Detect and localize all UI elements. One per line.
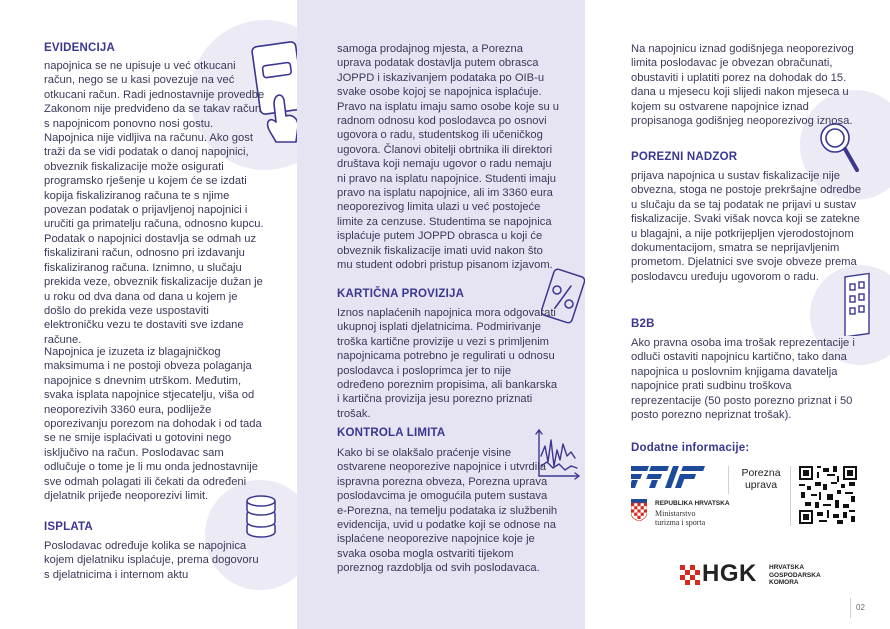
hgk-subtitle-line1: HRVATSKA xyxy=(769,564,805,571)
page-number-divider xyxy=(850,598,851,618)
heading-kontrola-limita: KONTROLA LIMITA xyxy=(337,427,446,439)
porezna-uprava-line1: Porezna xyxy=(741,467,781,479)
croatian-coat-of-arms-icon xyxy=(631,499,647,521)
column-middle xyxy=(297,0,585,629)
hgk-subtitle xyxy=(769,564,821,587)
hgk-checkerboard-icon xyxy=(680,565,700,585)
column-left xyxy=(0,0,297,629)
ministarstvo-line1: Ministarstvo xyxy=(655,509,696,518)
porezna-uprava-logo xyxy=(739,467,783,491)
porezna-uprava-line2: uprava xyxy=(744,479,778,491)
hgk-subtitle-line2: GOSPODARSKA xyxy=(769,571,821,579)
paragraph-napojnica-izuzeta: Napojnica je izuzeta iz blagajničkog maksimuma i ne postoji obveza polaganja napojnice s dnevnim utrškom. Međutim, svaka isplata napojnice stjecatelju, viša od neoporezivih 3360 eura, podliježe oporezivanju porezom na dohodak i od tada se ne smije isplaćivati u gotovini nego isključivo na račun. Poslodavac sam odlučuje o tome je li mu onda jednostavnije sve odmah polagati ili čekati da određeni djelatnik prijeđe neoporezivi limit. xyxy=(44,346,262,503)
ministarstvo-label xyxy=(655,509,705,527)
paragraph-porez-iznad-limita: Na napojnicu iznad godišnjega neoporezivog limita poslodavac je obvezan obračunati, obustaviti i uplatiti porez na dohodak do 15. dana u mjesecu koji slijedi nakon mjeseca u kojem su ostvarene napojnice iznad propisanoga godišnjeg neoporezivog iznosa. xyxy=(631,43,854,128)
hgk-subtitle-line3: KOMORA xyxy=(769,579,799,586)
paragraph-porezni-nadzor: prijava napojnica u sustav fiskalizacije nije obvezna, stoga ne postoje prekršajne odredbe u slučaju da se taj podatak ne prijavi u sustav fiskalizacije. Svaki višak novca koji se zatekne u blagajni, a nije potkrijepljen vjerodostojnom dokumentacijom, smatra se neprijavljenim prometom. Djelatnici sve svoje obveze prema poslodavcu uređuju ugovorom o radu. xyxy=(631,170,862,283)
heading-karticna-provizija: KARTIČNA PROVIZIJA xyxy=(337,288,465,300)
page-number: 02 xyxy=(856,603,865,612)
logo-divider xyxy=(728,466,729,494)
paragraph-karticna-provizija: Iznos naplaćenih napojnica mora odgovarati ukupnoj isplati djelatnicima. Podmirivanje troška kartične provizije u vezi s primljenim napojnicama potrebno je regulirati u odnosu poslodavca i posloprimca jer to nije određeno poreznim propisima, ali bankarska i kartična provizija jesu porezno priznati trošak. xyxy=(337,307,558,420)
heading-dodatne-informacije: Dodatne informacije: xyxy=(631,442,750,454)
paragraph-evidencija: napojnica se ne upisuje u već otkucani račun, nego se u kasi povezuje na već otkucani račun. Radi jednostavnije provedbe Zakonom nije predviđeno da se takav račun s napojnicom ponovno nosi gostu. Napojnica nije vidljiva na računu. Ako gost traži da se vidi podatak o danoj napojnici, obveznik fiskalizacije može osigurati programsko rješenje u kojem će se izdati kopija fiskaliziranog računa te s njime povezan podatak o prijavljenoj napojnici i uručiti ga primatelju računa, odnosno kupcu. Podatak o napojnici dostavlja se odmah uz fiskalizirani račun, odnosno pri izdavanju fiskaliziranog računa. Iznimno, u slučaju prekida veze, obveznik fiskalizacije dužan je u roku od dva dana od dana u kojem je došlo do prekida veze uspostaviti elektroničku vezu te dostaviti sve izdane račune. xyxy=(44,60,265,346)
heading-b2b: B2B xyxy=(631,318,655,330)
heading-evidencija: EVIDENCIJA xyxy=(44,42,116,54)
paragraph-kontrola-limita: Kako bi se olakšalo praćenje visine ostvarene neoporezive napojnice i utvrdila ispravna porezna obveza, Porezna uprava poslodavcima je omogućila putem sustava e-Porezna, na temelju podataka iz službenih evidencija, uvid u podatke koji se odnose na isplaćene neoporezive napojnice koje je svaka osoba mogla ostvariti tijekom poreznog razdoblja od svih poslodavaca. xyxy=(337,447,558,575)
heading-porezni-nadzor: POREZNI NADZOR xyxy=(631,151,738,163)
paragraph-b2b: Ako pravna osoba ima trošak reprezentacije i odluči ostaviti napojnicu kartično, tako dana napojnica u poslovnim knjigama davatelja napojnice prati sudbinu troškova reprezentacije (50 posto porezno priznat i 50 posto porezno nepriznat trošak). xyxy=(631,337,855,422)
republika-hrvatska-label: REPUBLIKA HRVATSKA xyxy=(655,500,730,507)
rrif-logo xyxy=(631,466,705,488)
qr-code xyxy=(799,466,857,524)
hgk-logo-text: HGK xyxy=(702,560,757,587)
paragraph-isplata: Poslodavac određuje kolika se napojnica kojem djelatniku isplaćuje, prema dogovoru s djelatnicima i internom aktu xyxy=(44,540,259,581)
qr-divider xyxy=(790,466,791,526)
column-right xyxy=(585,0,890,629)
paragraph-joppd: samoga prodajnog mjesta, a Porezna uprava podatak dostavlja putem obrasca JOPPD i iskazivanjem podataka po OIB-u svake osobe kojoj se napojnica isplaćuje. Pravo na isplatu imaju samo osobe koje su u radnom odnosu kod poslodavca po osnovi ugovora o radu, studentskog ili učeničkog ugovora. Članovi obitelji obrtnika ili direktori društava koji nemaju ugovor o radu nemaju ni pravo na isplatu napojnice. Studenti imaju pravo na isplatu napojnice, ali im 3360 eura neoporezivog limita ulazi u već postojeće limite za cenzuse. Studentima se napojnica isplaćuje putem JOPPD obrasca u koji će obveznik fiskalizacije imati uvid nakon što mu student odobri pristup pisanom izjavom. xyxy=(337,43,560,272)
ministarstvo-line2: turizma i sporta xyxy=(655,518,706,527)
heading-isplata: ISPLATA xyxy=(44,521,93,533)
